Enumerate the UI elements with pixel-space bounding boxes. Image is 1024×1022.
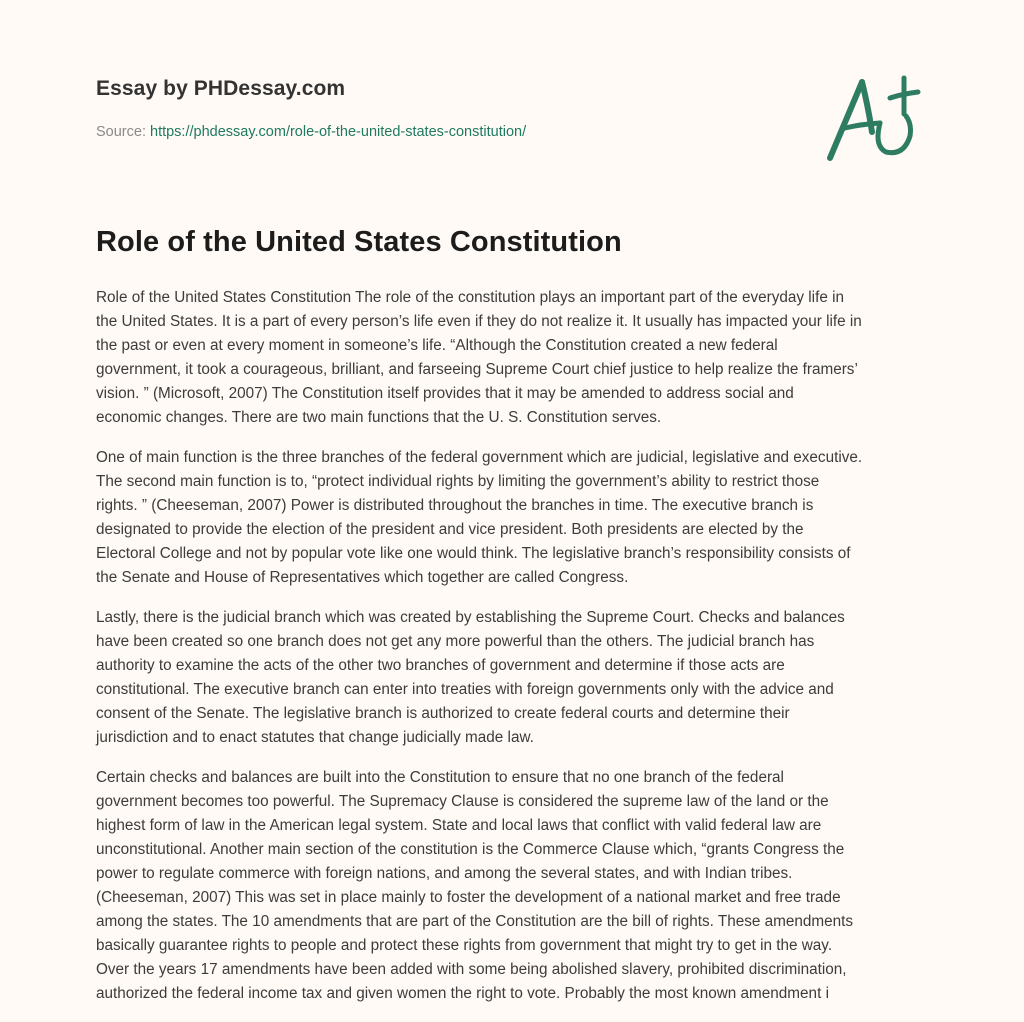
text-line: authority to examine the acts of the other two branches of government and determine if those acts are — [96, 657, 785, 674]
text-line: Lastly, there is the judicial branch which was created by establishing the Supreme Court. Checks and balances — [96, 609, 845, 626]
text-line: The second main function is to, “protect individual rights by limiting the government’s ability to restrict those — [96, 473, 820, 490]
text-line: Role of the United States Constitution The role of the constitution plays an important part of the everyday life in — [96, 289, 844, 306]
text-line: among the states. The 10 amendments that are part of the Constitution are the bill of rights. These amendments — [96, 913, 854, 930]
essay-paragraph — [96, 606, 936, 750]
source-line — [96, 124, 526, 140]
text-line: government becomes too powerful. The Supremacy Clause is considered the supreme law of the land or the — [96, 793, 829, 810]
page-header — [96, 0, 936, 180]
essay-paragraph — [96, 766, 936, 1006]
text-line: the United States. It is a part of every person’s life even if they do not realize it. It usually has impacted your life in — [96, 313, 862, 330]
text-line: have been created so one branch does not get any more powerful than the others. The judicial branch has — [96, 633, 815, 650]
text-line: (Cheeseman, 2007) This was set in place mainly to foster the development of a national market and free trade — [96, 889, 841, 906]
source-label: Source: — [96, 124, 150, 140]
text-line: One of main function is the three branches of the federal government which are judicial, legislative and executive. — [96, 449, 863, 466]
text-line: consent of the Senate. The legislative branch is authorized to create federal courts and determine their — [96, 705, 790, 722]
a-plus-grade-icon — [820, 66, 930, 166]
text-line: the past or even at every moment in someone’s life. “Although the Constitution created a new federal — [96, 337, 778, 354]
essay-title: Role of the United States Constitution — [96, 226, 622, 258]
text-line: designated to provide the election of the president and vice president. Both presidents are elected by the — [96, 521, 804, 538]
essay-body — [96, 286, 936, 1022]
text-line: constitutional. The executive branch can enter into treaties with foreign governments only with the advice and — [96, 681, 834, 698]
text-line: Electoral College and not by popular vote like one would think. The legislative branch’s responsibility consists of — [96, 545, 851, 562]
text-line: government, it took a courageous, brilliant, and farseeing Supreme Court chief justice to help realize the framers’ — [96, 361, 858, 378]
essay-paragraph — [96, 286, 936, 430]
text-line: basically guarantee rights to people and protect these rights from government that might try to get in the way. — [96, 937, 833, 954]
text-line: the Senate and House of Representatives which together are called Congress. — [96, 569, 629, 586]
source-link[interactable]: https://phdessay.com/role-of-the-united-states-constitution/ — [150, 124, 527, 140]
text-line: economic changes. There are two main functions that the U. S. Constitution serves. — [96, 409, 662, 426]
text-line: rights. ” (Cheeseman, 2007) Power is distributed throughout the branches in time. The executive branch is — [96, 497, 814, 514]
text-line: unconstitutional. Another main section of the constitution is the Commerce Clause which, “grants Congress the — [96, 841, 845, 858]
site-title: Essay by PHDessay.com — [96, 77, 346, 100]
essay-paragraph — [96, 446, 936, 590]
text-line: Over the years 17 amendments have been added with some being abolished slavery, prohibited discrimination, — [96, 961, 847, 978]
text-line: jurisdiction and to enact statutes that change judicially made law. — [96, 729, 534, 746]
text-line: vision. ” (Microsoft, 2007) The Constitution itself provides that it may be amended to address social and — [96, 385, 794, 402]
text-line: highest form of law in the American legal system. State and local laws that conflict with valid federal law are — [96, 817, 822, 834]
text-line: authorized the federal income tax and given women the right to vote. Probably the most known amendment i — [96, 985, 829, 1002]
text-line: power to regulate commerce with foreign nations, and among the several states, and with Indian tribes. — [96, 865, 793, 882]
text-line: Certain checks and balances are built into the Constitution to ensure that no one branch of the federal — [96, 769, 784, 786]
